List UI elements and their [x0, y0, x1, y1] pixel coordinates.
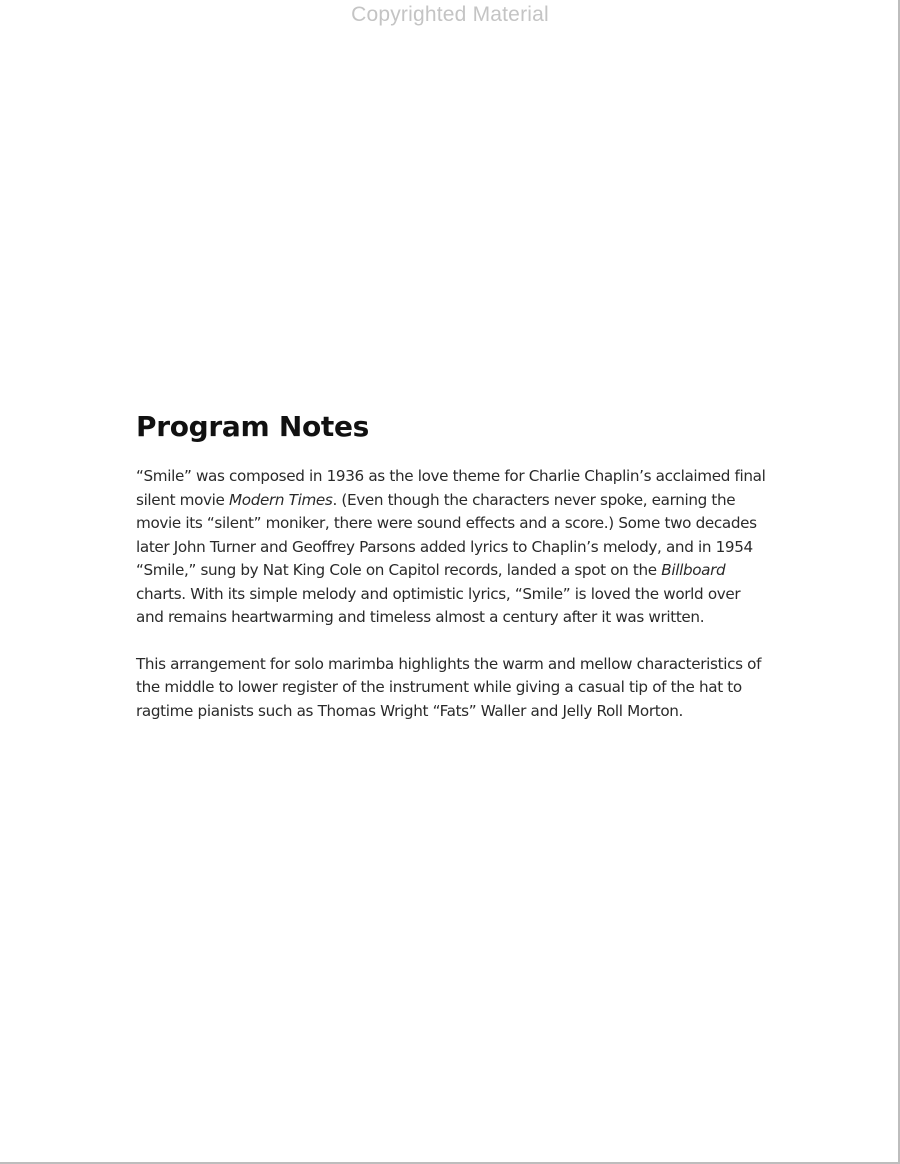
film-title-modern-times: Modern Times: [229, 490, 333, 509]
program-notes-paragraph-2: This arrangement for solo marimba highlights the warm and mellow characteristics of the middle to lower register of the instrument while giving a casual tip of the hat to ragtime pianists such as Thomas Wright “Fats” Waller and Jelly Roll Morton.: [136, 654, 762, 720]
copyright-watermark: Copyrighted Material: [351, 3, 549, 26]
paragraph-1-text-2: . (Even though the characters never spoke, earning the movie its “silent” moniker, there were sound effects and a score.) Some two decades later John Turner and Geoffrey Parsons added lyrics to Chaplin’s melody, and in 1954 “Smile,” sung by Nat King Cole on Capitol records, landed a spot on the: [136, 490, 757, 579]
program-notes-heading: Program Notes: [136, 410, 370, 443]
program-notes-paragraph-1: [136, 465, 768, 630]
program-notes-section: [136, 410, 768, 723]
paragraph-1-text-3: charts. With its simple melody and optimistic lyrics, “Smile” is loved the world over and remains heartwarming and timeless almost a century after it was written.: [136, 584, 741, 626]
publication-title-billboard: Billboard: [661, 561, 726, 579]
paragraph-1-text-1: “Smile” was composed in 1936 as the love theme for Charlie Chaplin’s acclaimed final silent movie: [136, 467, 766, 509]
